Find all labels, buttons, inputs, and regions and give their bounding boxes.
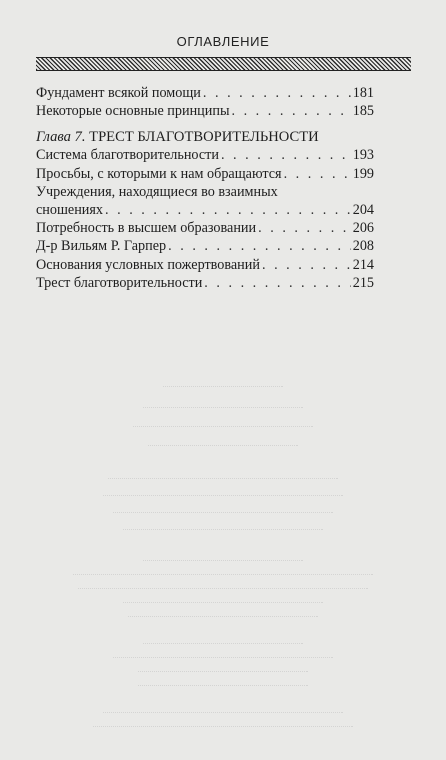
- dot-leader: [168, 237, 351, 255]
- toc-entry-page: 204: [352, 202, 374, 219]
- toc-entry-title: Фундамент всякой помощи: [36, 85, 201, 101]
- toc-entry-page: 215: [352, 274, 374, 291]
- chapter-label: Глава 7.: [36, 129, 86, 146]
- page-title: ОГЛАВЛЕНИЕ: [176, 34, 270, 49]
- toc-entry-page: 193: [352, 147, 374, 164]
- toc-entry: [36, 274, 374, 292]
- toc-entry: [36, 102, 374, 120]
- toc-entry-title: Основания условных пожертвований: [36, 256, 260, 273]
- dot-leader: [221, 146, 351, 164]
- toc-entry-title: Д-р Вильям Р. Гарпер: [36, 238, 167, 255]
- toc-entry-page: 206: [352, 220, 374, 237]
- toc-entry: [36, 237, 374, 255]
- chapter-title: ТРЕСТ БЛАГОТВОРИТЕЛЬНОСТИ: [89, 129, 319, 146]
- dot-leader: [262, 256, 351, 274]
- toc-entry-page: 181: [352, 85, 374, 101]
- dot-leader: [258, 219, 351, 237]
- toc-entry-title: Система благотворительности: [36, 147, 219, 164]
- toc-entry-page: 214: [352, 256, 374, 273]
- toc-entry-title-line2: сношениях: [36, 202, 104, 219]
- dot-leader: [204, 274, 350, 292]
- toc-entry-title: Потребность в высшем образовании: [36, 220, 257, 237]
- toc-entry-multiline: [36, 183, 374, 219]
- toc-entry: [36, 165, 374, 183]
- toc-entry-page: 199: [352, 165, 374, 182]
- chapter-heading: [36, 128, 374, 146]
- decorative-band: [36, 57, 411, 71]
- dot-leader: [105, 201, 351, 219]
- bleed-through-block: [0, 372, 446, 732]
- table-of-contents: [36, 84, 374, 292]
- dot-leader: [284, 165, 351, 183]
- toc-entry-title-line1: Учреждения, находящиеся во взаимных: [36, 183, 278, 200]
- toc-entry: [36, 201, 374, 219]
- toc-entry-page: 185: [352, 103, 374, 120]
- dot-leader: [231, 102, 350, 120]
- toc-entry-page: 208: [352, 238, 374, 255]
- toc-entry-title: Некоторые основные принципы: [36, 103, 230, 120]
- toc-entry-title: Трест благотворительности: [36, 274, 203, 291]
- toc-entry: [36, 256, 374, 274]
- toc-entry: [36, 219, 374, 237]
- toc-entry-title: Просьбы, с которыми к нам обращаются: [36, 165, 282, 182]
- toc-entry: [36, 84, 374, 102]
- toc-entry: [36, 146, 374, 164]
- dot-leader: [203, 84, 351, 102]
